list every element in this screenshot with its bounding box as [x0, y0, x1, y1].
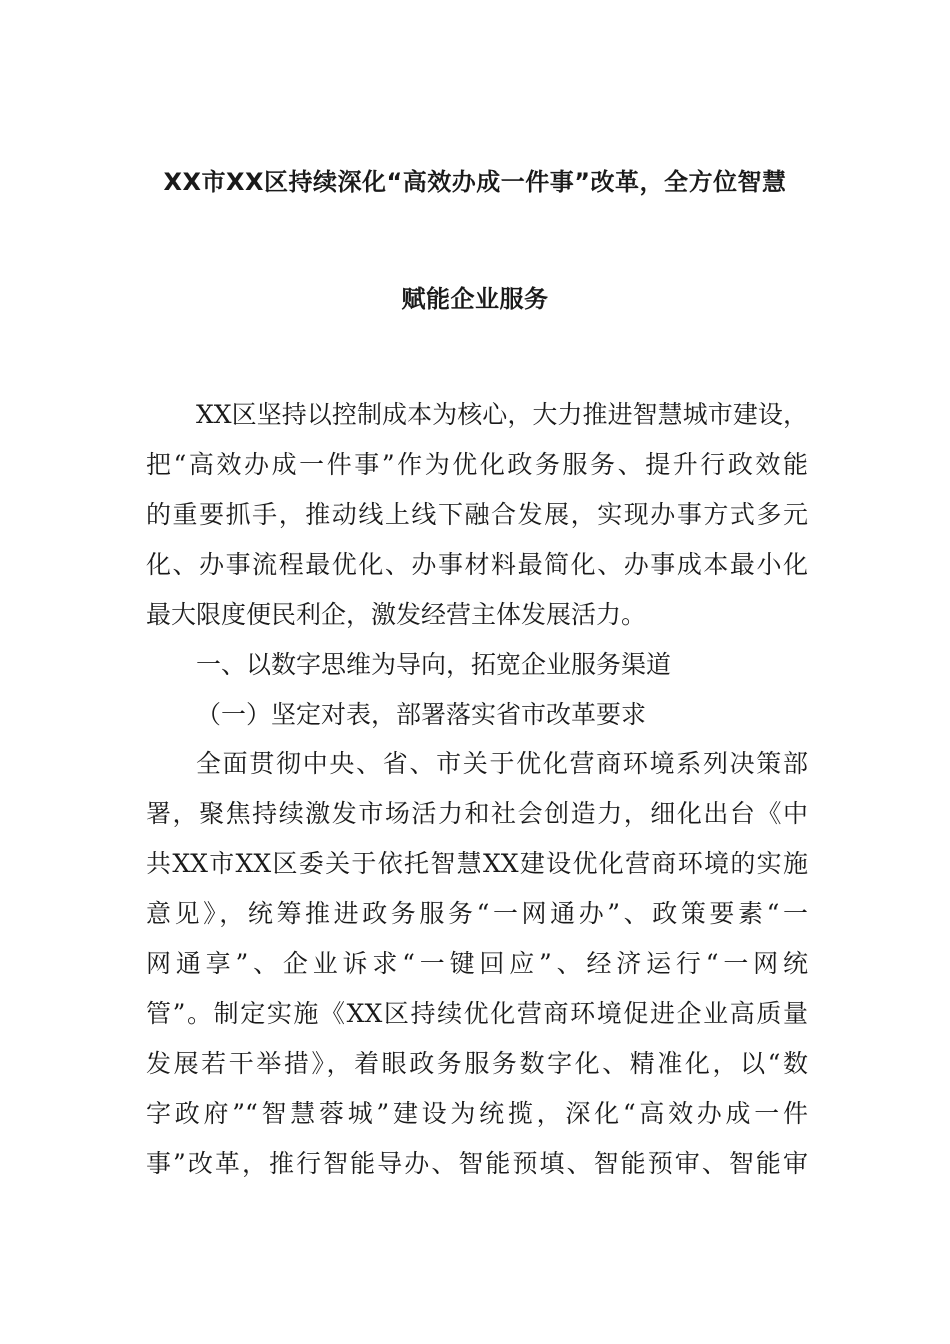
document-title-line-2: 赋能企业服务: [401, 285, 549, 313]
section-heading-1: 一、以数字思维为导向，拓宽企业服务渠道: [196, 650, 672, 679]
paragraph-2-line-9: 事”改革，推行智能导办、智能预填、智能预审、智能审: [146, 1149, 808, 1178]
paragraph-2-line-5: 网通享”、企业诉求“一键回应”、经济运行“一网统: [146, 949, 808, 978]
paragraph-2-line-7: 发展若干举措》，着眼政务服务数字化、精准化，以“数: [146, 1049, 808, 1078]
paragraph-2-line-4: 意见》，统筹推进政务服务“一网通办”、政策要素“一: [146, 899, 808, 928]
paragraph-2-line-3: 共XX市XX区委关于依托智慧XX建设优化营商环境的实施: [146, 849, 808, 878]
document-title-line-1: XX市XX区持续深化“高效办成一件事”改革，全方位智慧: [163, 168, 787, 196]
paragraph-1-line-5: 最大限度便民利企，激发经营主体发展活力。: [146, 600, 647, 629]
paragraph-2-line-6: 管”。制定实施《XX区持续优化营商环境促进企业高质量: [146, 999, 808, 1028]
paragraph-1-line-1: XX区坚持以控制成本为核心，大力推进智慧城市建设，: [196, 400, 808, 429]
paragraph-2-line-1: 全面贯彻中央、省、市关于优化营商环境系列决策部: [196, 749, 808, 778]
paragraph-1-line-2: 把“高效办成一件事”作为优化政务服务、提升行政效能: [146, 450, 808, 479]
paragraph-1-line-3: 的重要抓手，推动线上线下融合发展，实现办事方式多元: [146, 500, 808, 529]
paragraph-1-line-4: 化、办事流程最优化、办事材料最简化、办事成本最小化: [146, 550, 808, 579]
subsection-heading-1: （一）坚定对表，部署落实省市改革要求: [196, 700, 647, 729]
paragraph-2-line-2: 署，聚焦持续激发市场活力和社会创造力，细化出台《中: [146, 799, 808, 828]
paragraph-2-line-8: 字政府”“智慧蓉城”建设为统揽，深化“高效办成一件: [146, 1099, 808, 1128]
